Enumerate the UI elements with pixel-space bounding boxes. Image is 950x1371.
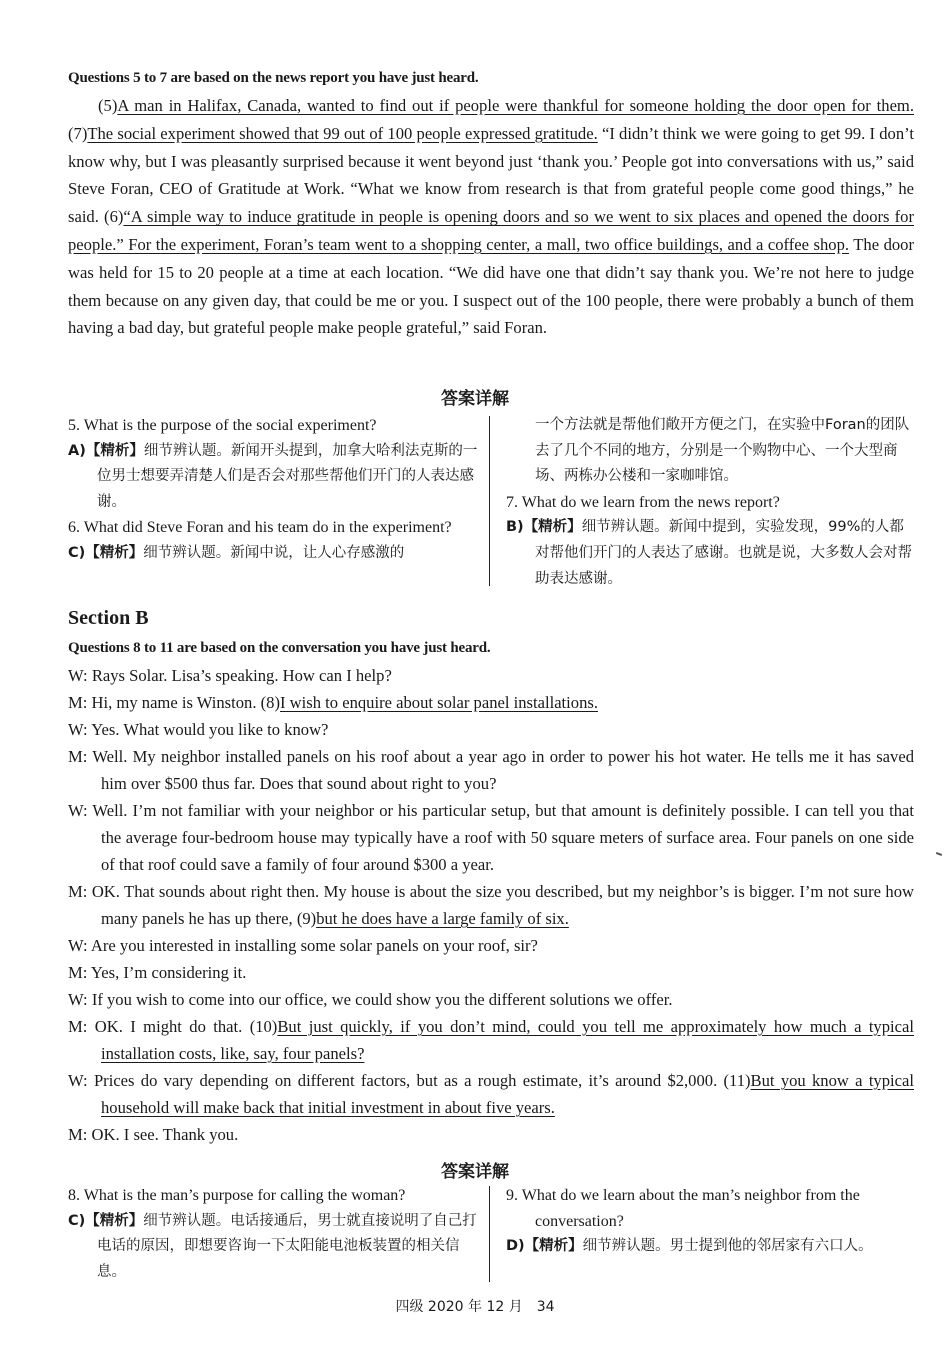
dialogue-line: [68, 689, 914, 716]
speaker-label: W:: [68, 666, 88, 685]
question-6: 6. What did Steve Foran and his team do in the experiment?: [68, 519, 452, 537]
line-text: Well. My neighbor installed panels on his roof about a year ago in order to power his hot water. He tells me it has saved him over $500 thus far. Does that sound about right to you?: [92, 747, 914, 793]
speaker-label: M:: [68, 1125, 88, 1144]
answer-7-letter: B): [506, 519, 524, 536]
question-5: 5. What is the purpose of the social experiment?: [68, 417, 377, 434]
dialogue-line: [68, 1067, 914, 1121]
line-text: Well. I’m not familiar with your neighbor or his particular setup, but that amount is definitely possible. I can tell you that the average four-bedroom house may typically have a roof with 50 square meters of surface area. Four panels on one side of that roof could save a family of four around $300 a year.: [92, 801, 915, 874]
speaker-label: W:: [68, 990, 88, 1009]
speaker-label: W:: [68, 801, 88, 820]
line-text: Are you interested in installing some solar panels on your roof, sir?: [90, 936, 538, 955]
answer-8-tag: 【精析】: [85, 1212, 144, 1229]
underlined-text: I wish to enquire about solar panel installations.: [280, 693, 598, 712]
speaker-label: M:: [68, 963, 88, 982]
answer-5-tag: 【精析】: [85, 442, 144, 459]
answer-7-tag: 【精析】: [523, 519, 582, 536]
question-8: 8. What is the man’s purpose for calling the woman?: [68, 1187, 406, 1204]
marker-6: (6): [104, 207, 124, 227]
marker-7: (7): [68, 123, 88, 143]
marker-5: (5): [98, 96, 118, 115]
underlined-text: But just quickly, if you don’t mind, could you tell me approximately how much a typical installation costs, like, say, four panels?: [101, 1017, 914, 1063]
dialogue-line: [68, 932, 914, 959]
answers-right-col-b: [506, 1183, 916, 1260]
answer-7-text: 细节辨认题。新闻中提到，实验发现，99%的人都对帮他们开门的人表达了感谢。也就是说，大多数人会对帮助表达感谢。: [535, 519, 912, 587]
answer-8-text: 细节辨认题。电话接通后，男士就直接说明了自己打电话的原因，即想要咨询一下太阳能电池板装置的相关信息。: [97, 1212, 477, 1280]
answer-8: [68, 1209, 478, 1286]
dialogue-line: [68, 743, 914, 797]
answer-6-continued: 一个方法就是帮他们敞开方便之门，在实验中Foran的团队去了几个不同的地方，分别是一个购物中心、一个大型商场、两栋办公楼和一家咖啡馆。: [535, 417, 910, 485]
speaker-label: M:: [68, 1017, 88, 1036]
speaker-label: W:: [68, 720, 88, 739]
question-marker: (10): [249, 1017, 278, 1036]
question-marker: (8): [260, 693, 280, 712]
conversation: [68, 662, 914, 1148]
dialogue-line: [68, 1013, 914, 1067]
answer-6-letter: C): [68, 544, 86, 561]
dialogue-line: [68, 878, 914, 932]
speaker-label: W:: [68, 936, 88, 955]
underlined-s1: A man in Halifax, Canada, wanted to find out if people were thankful for someone holding the door open for them.: [117, 96, 914, 115]
section-b-title: Section B: [68, 607, 149, 629]
underlined-s4: “A simple way to induce gratitude in people is opening doors and so we went to six places and opened the doors for people.” For the experiment, Foran’s team went to a shopping center, a mall, two office buildings, and a coffee shop.: [68, 207, 914, 254]
line-text: OK. I see. Thank you.: [91, 1125, 239, 1144]
section-a-heading: Questions 5 to 7 are based on the news report you have just heard.: [68, 70, 479, 86]
line-text: Yes, I’m considering it.: [90, 963, 247, 982]
dialogue-line: [68, 986, 914, 1013]
answers-right-col-a: [506, 413, 916, 592]
underlined-text: But you know a typical household will make back that initial investment in about five years.: [101, 1071, 914, 1117]
line-text: OK. I might do that.: [94, 1017, 250, 1036]
speaker-label: M:: [68, 693, 88, 712]
page-footer: 四级 2020 年 12 月 34: [395, 1299, 555, 1315]
dialogue-line: [68, 959, 914, 986]
speaker-label: M:: [68, 882, 88, 901]
line-text: Hi, my name is Winston.: [91, 693, 261, 712]
line-text: OK. That sounds about right then. My house is about the size you described, but my neighbor’s is bigger. I’m not sure how many panels he has up there,: [91, 882, 914, 928]
dialogue-line: [68, 797, 914, 878]
answer-9-tag: 【精析】: [524, 1238, 583, 1255]
answers-left-col-a: [68, 413, 478, 567]
passage-text-s3: “I didn’t think we were going to get 99. I don’t know why, but I was pleasantly surprised because it went beyond just ‘thank you.’ People got into conversations with us,” said Steve Foran, CEO of Gratitude at Work. “What we know from research is that from grateful people come good things,” he said.: [68, 123, 914, 227]
question-marker: (9): [296, 909, 317, 928]
section-b-heading: Questions 8 to 11 are based on the conversation you have just heard.: [68, 640, 491, 656]
column-divider-b: [489, 1186, 490, 1282]
speaker-label: W:: [68, 1071, 88, 1090]
line-text: If you wish to come into our office, we could show you the different solutions we offer.: [91, 990, 673, 1009]
line-text: Rays Solar. Lisa’s speaking. How can I help?: [91, 666, 392, 685]
news-passage: [68, 92, 914, 342]
answer-5-letter: A): [68, 442, 86, 459]
question-9: 9. What do we learn about the man’s neighbor from the conversation?: [506, 1187, 860, 1230]
answer-5-text: 细节辨认题。新闻开头提到，加拿大哈利法克斯的一位男士想要弄清楚人们是否会对那些帮他们开门的人表达感谢。: [97, 442, 478, 510]
dialogue-line: [68, 716, 914, 743]
answer-5: [68, 439, 478, 516]
answers-left-col-b: [68, 1183, 478, 1285]
column-divider-a: [489, 416, 490, 586]
underlined-text: but he does have a large family of six.: [316, 909, 569, 928]
dialogue-line: [68, 662, 914, 689]
question-7: 7. What do we learn from the news report?: [506, 493, 780, 511]
answers-title-a: 答案详解: [441, 389, 509, 409]
passage-text-s5: The door was held for 15 to 20 people at a time at each location. “We did have one that didn’t say thank you. We’re not here to judge them because on any given day, that could be me or you. I suspect out of the 100 people, there were probably a bunch of them having a bad day, but grateful people make people grateful,” said Foran.: [68, 234, 914, 338]
scan-speck: [936, 852, 942, 856]
answer-8-letter: C): [68, 1212, 86, 1229]
question-marker: (11): [723, 1071, 751, 1090]
answer-6-text: 细节辨认题。新闻中说，让人心存感激的: [143, 544, 405, 561]
answer-6: [68, 541, 478, 567]
answer-7: [506, 515, 916, 592]
dialogue-line: [68, 1121, 914, 1148]
answer-6-tag: 【精析】: [85, 544, 144, 561]
line-text: Yes. What would you like to know?: [91, 720, 329, 739]
underlined-s2: The social experiment showed that 99 out of 100 people expressed gratitude.: [87, 123, 598, 143]
speaker-label: M:: [68, 747, 88, 766]
answers-title-b: 答案详解: [441, 1162, 509, 1182]
answer-9-letter: D): [506, 1238, 525, 1255]
line-text: Prices do vary depending on different factors, but as a rough estimate, it’s around $2,000.: [93, 1071, 724, 1090]
answer-9: [506, 1234, 916, 1260]
answer-9-text: 细节辨认题。男士提到他的邻居家有六口人。: [582, 1238, 873, 1255]
